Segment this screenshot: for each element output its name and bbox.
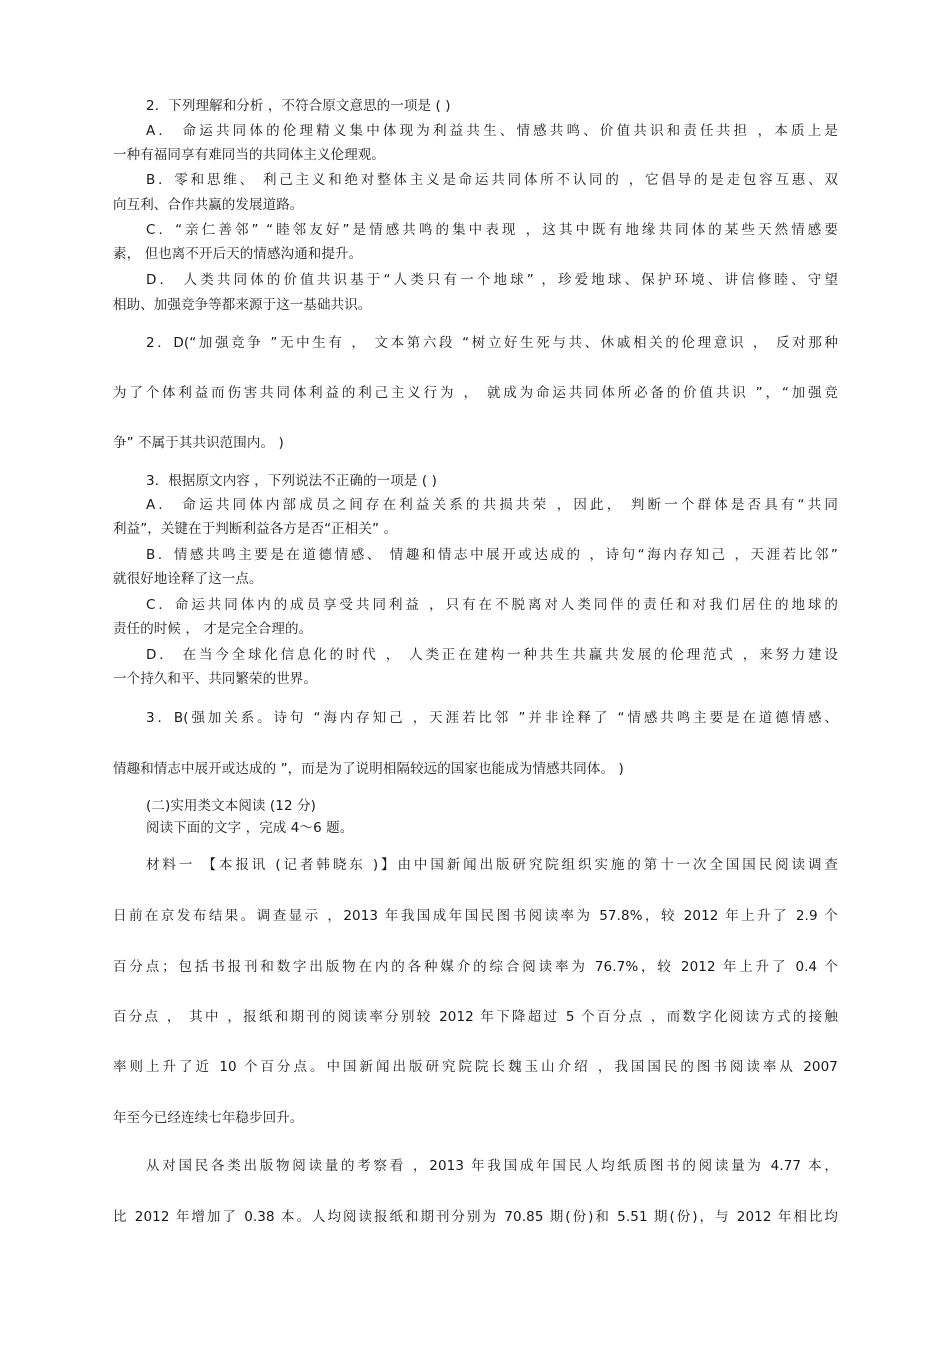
question-3-stem: 3．根据原文内容 ，下列说法不正确的一项是 ( ) xyxy=(146,473,437,489)
material-1-line-6: 年至今已经连续七年稳步回升。 xyxy=(113,1110,304,1126)
question-3-option-b: B．情感共鸣主要是在道德情感、 情趣和情志中展开或达成的 ，诗句“海内存知己 ，天涯若比邻” xyxy=(146,547,838,563)
question-2-option-c: C．“亲仁善邻” “睦邻友好”是情感共鸣的集中表现 ，这其中既有地缘共同体的某些天然情感要 xyxy=(146,222,838,238)
material-1-line-8: 比 2012 年增加了 0.38 本。人均阅读报纸和期刊分别为 70.85 期(份)和 5.51 期(份)，与 2012 年相比均 xyxy=(113,1209,838,1225)
question-3-option-b-cont: 就很好地诠释了这一点。 xyxy=(113,571,263,587)
question-2-option-a: A． 命运共同体的伦理精义集中体现为利益共生、情感共鸣、价值共识和责任共担 ，本质上是 xyxy=(146,123,838,139)
answer-3-line-1: 3．B(强加关系。诗句 “海内存知己 ，天涯若比邻 ”并非诠释了 “情感共鸣主要是在道德情感、 xyxy=(146,710,838,726)
answer-2-line-3: 争” 不属于其共识范围内。 ) xyxy=(113,435,284,451)
question-2-option-b: B．零和思维、 利己主义和绝对整体主义是命运共同体所不认同的 ，它倡导的是走包容互惠、双 xyxy=(146,172,838,188)
question-2-option-d: D． 人类共同体的价值共识基于“人类只有一个地球” ，珍爱地球、保护环境、讲信修睦、守望 xyxy=(146,272,838,288)
material-1-line-5: 率则上升了近 10 个百分点。中国新闻出版研究院院长魏玉山介绍 ，我国国民的图书阅读率从 2007 xyxy=(113,1059,838,1075)
question-2-option-c-cont: 素， 但也离不开后天的情感沟通和提升。 xyxy=(113,246,363,262)
question-2-option-d-cont: 相助、加强竞争等都来源于这一基础共识。 xyxy=(113,297,372,313)
question-3-option-a: A． 命运共同体内部成员之间存在利益关系的共损共荣 ，因此， 判断一个群体是否具有“共同 xyxy=(146,497,838,513)
answer-3-line-2: 情趣和情志中展开或达成的 ”，而是为了说明相隔较远的国家也能成为情感共同体。 ) xyxy=(113,761,624,777)
question-3-option-c-cont: 责任的时候 ， 才是完全合理的。 xyxy=(113,621,313,637)
question-3-option-c: C．命运共同体内的成员享受共同利益 ，只有在不脱离对人类同伴的责任和对我们居住的地球的 xyxy=(146,597,838,613)
question-2-stem: 2．下列理解和分析 ，不符合原文意思的一项是 ( ) xyxy=(146,98,451,114)
answer-2-line-2: 为了个体利益而伤害共同体利益的利己主义行为 ， 就成为命运共同体所必备的价值共识 ”，“加强竞 xyxy=(113,385,838,401)
answer-2-line-1: 2．D(“加强竞争 ”无中生有 ， 文本第六段 “树立好生死与共、休戚相关的伦理意识 ， 反对那种 xyxy=(146,335,838,351)
question-2-option-b-cont: 向互利、合作共赢的发展道路。 xyxy=(113,197,304,213)
section-heading: (二)实用类文本阅读 (12 分) xyxy=(146,798,317,814)
section-instruction: 阅读下面的文字 ，完成 4～6 题。 xyxy=(146,820,354,836)
material-1-line-7: 从对国民各类出版物阅读量的考察看 ，2013 年我国成年国民人均纸质图书的阅读量为 4.77 本， xyxy=(146,1158,838,1174)
material-1-line-2: 日前在京发布结果。调查显示 ，2013 年我国成年国民图书阅读率为 57.8%，较 2012 年上升了 2.9 个 xyxy=(113,908,838,924)
material-1-line-3: 百分点；包括书报刊和数字出版物在内的各种媒介的综合阅读率为 76.7%，较 2012 年上升了 0.4 个 xyxy=(113,959,838,975)
question-2-option-a-cont: 一种有福同享有难同当的共同体主义伦理观。 xyxy=(113,147,385,163)
question-3-option-a-cont: 利益”，关键在于判断利益各方是否“正相关” 。 xyxy=(113,521,398,537)
question-3-option-d-cont: 一个持久和平、共同繁荣的世界。 xyxy=(113,671,317,687)
material-1-line-1: 材料一 【本报讯 (记者韩晓东 )】由中国新闻出版研究院组织实施的第十一次全国国民阅读调查 xyxy=(146,857,838,873)
material-1-line-4: 百分点 ， 其中 ，报纸和期刊的阅读率分别较 2012 年下降超过 5 个百分点 ，而数字化阅读方式的接触 xyxy=(113,1009,838,1025)
question-3-option-d: D． 在当今全球化信息化的时代 ， 人类正在建构一种共生共赢共发展的伦理范式 ，来努力建设 xyxy=(146,647,838,663)
